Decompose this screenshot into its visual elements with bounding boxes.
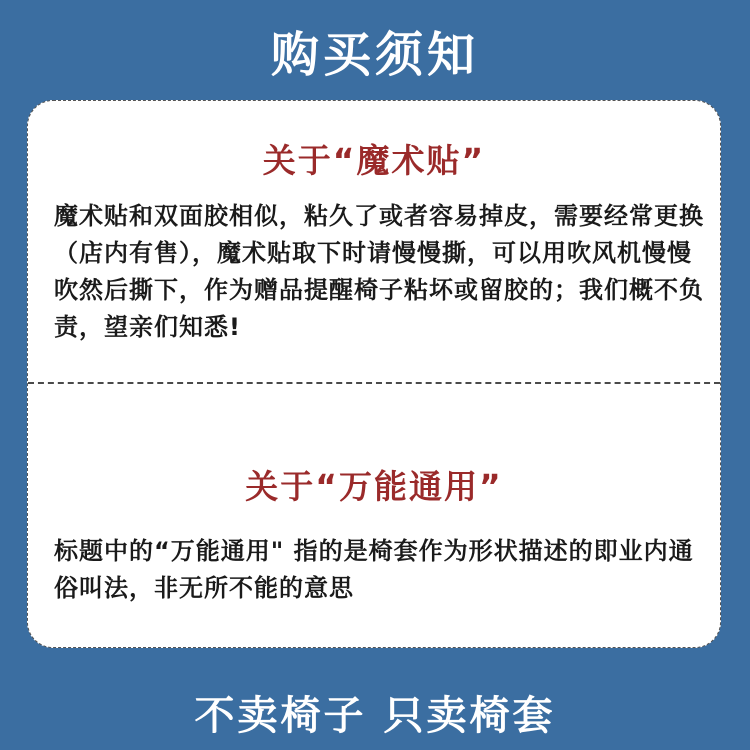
section-title-universal: 关于“万能通用” <box>245 467 503 506</box>
section-divider <box>28 382 720 384</box>
footer-banner: 不卖椅子 只卖椅套 <box>194 692 556 739</box>
section-body-universal: 标题中的“万能通用" 指的是椅套作为形状描述的即业内通俗叫法，非无所不能的意思 <box>54 537 694 602</box>
notice-card <box>27 100 721 648</box>
page-title: 购买须知 <box>270 26 479 83</box>
section-body-velcro: 魔术贴和双面胶相似，粘久了或者容易掉皮，需要经常更换（店内有售），魔术贴取下时请慢慢撕，可以用吹风机慢慢吹然后撕下，作为赠品提醒椅子粘坏或留胶的；我们概不负责，望亲们知悉! <box>54 202 704 341</box>
section-title-velcro: 关于“魔术贴” <box>262 141 486 180</box>
